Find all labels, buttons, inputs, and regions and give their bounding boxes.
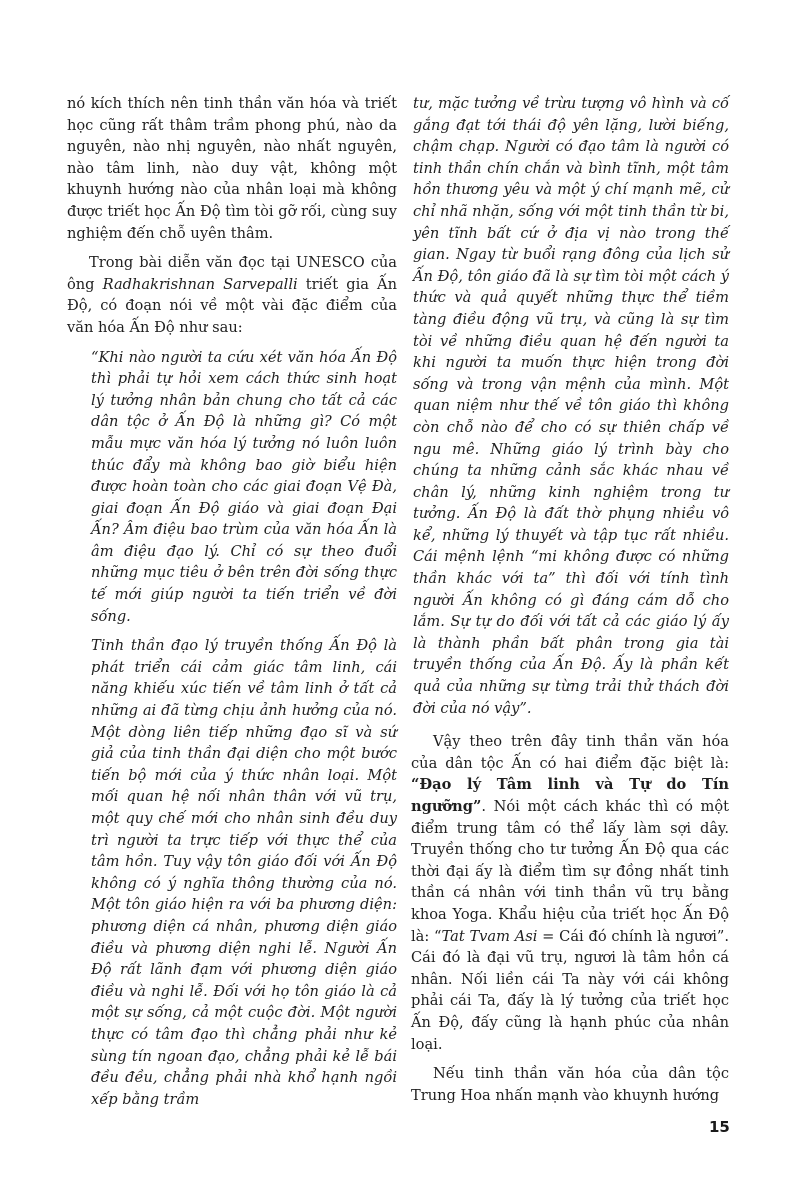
paragraph-text: triết gia Ấn Độ, có đoạn nói về một vài đặc điểm của văn hóa Ấn Độ như sau: xyxy=(67,275,397,336)
paragraph-continuation: nó kích thích nên tinh thần văn hóa và triết học cũng rất thâm trầm phong phú, nào da nguyên, nào nhị nguyên, nào nhất nguyên, nào tâm linh, nào duy vật, không một khuynh hướng nào của nhân loại mà không được triết học Ấn Độ tìm tòi gỡ rối, cùng suy nghiệm đến chỗ uyên thâm. xyxy=(67,95,397,242)
emphasis-phrase: “Đạo lý Tâm linh và Tự do Tín ngưỡng” xyxy=(411,776,729,815)
paragraph-text: Vậy theo trên đây tinh thần văn hóa của dân tộc Ấn có hai điểm đặc biệt là: xyxy=(411,733,729,772)
page-number: 15 xyxy=(709,1118,730,1136)
paragraph-unesco-speech xyxy=(67,252,397,338)
quote-paragraph-2-continued: tư, mặc tưởng về trừu tượng vô hình và cố gắng đạt tới thái độ yên lặng, lười biếng, chậm chạp. Người có đạo tâm là người có tinh thần chín chắn và bình tĩnh, một tâm hồn thương yêu và một ý chí mạnh mẽ, cử chỉ nhã nhặn, sống với một tinh thần từ bi, yên tĩnh bất cứ ở địa vị nào trong thế gian. Ngay từ buổi rạng đông của lịch sử Ấn Độ, tôn giáo đã là sự tìm tòi một cách ý thức và quả quyết những thực thể tiềm tàng điều động vũ trụ, và cũng là sự tìm tòi về những điều quan hệ đến người ta khi người ta muốn thực hiện trong đời sống và trong vận mệnh của mình. Một quan niệm như thế về tôn giáo thì không còn chỗ nào để cho có sự thiên chấp về ngu mê. Những giáo lý trình bày cho chúng ta những cảnh sắc khác nhau về chân lý, những kinh nghiệm trong tư tưởng. Ấn Độ là đất thờ phụng nhiều vô kể, những lý thuyết và tập tục rất nhiều. Cái mệnh lệnh “mi không được có những thần khác với ta” thì đối với tính tình người Ấn không có gì đáng cám dỗ cho lắm. Sự tự do đối với tất cả các giáo lý ấy là thành phần bất phân trong gia tài truyền thống của Ấn Độ. Ấy là phần kết quả của những sự từng trải thử thách đời đời của nó vậy”. xyxy=(413,95,729,717)
quote-paragraph-1: “Khi nào người ta cứu xét văn hóa Ấn Độ thì phải tự hỏi xem cách thức sinh hoạt lý tưởng nhân bản chung cho tất cả các dân tộc ở Ấn Độ là những gì? Có một mẫu mực văn hóa lý tưởng nó luôn luôn thúc đẩy mà không bao giờ biểu hiện được hoàn toàn cho các giai đoạn Vệ Đà, giai đoạn Ấn Độ giáo và giai đoạn Đại Ấn? Âm điệu bao trùm của văn hóa Ấn là âm điệu đạo lý. Chỉ có sự theo đuổi những mục tiêu ở bên trên đời sống thực tế mới giúp người ta tiến triển về đời sống. xyxy=(91,348,397,625)
paragraph-china: Nếu tinh thần văn hóa của dân tộc Trung Hoa nhấn mạnh vào khuynh hướng xyxy=(411,1065,729,1104)
right-column xyxy=(411,93,729,1106)
person-name: Radhakrishnan Sarvepalli xyxy=(102,275,298,293)
paragraph-text: Trong bài diễn văn đọc tại UNESCO của ông xyxy=(67,254,397,293)
sanskrit-phrase: Tat Tvam Asi xyxy=(441,927,538,945)
paragraph-text: = Cái đó chính là ngươi”. Cái đó là đại vũ trụ, ngươi là tâm hồn cá nhân. Nối liền cái Ta này với cái không phải cái Ta, đấy là lý tưởng của triết học Ấn Độ, đấy cũng là hạnh phúc của nhân loại. xyxy=(411,927,729,1053)
paragraph-summary xyxy=(411,731,729,1055)
quote-paragraph-2: Tinh thần đạo lý truyền thống Ấn Độ là phát triển cái cảm giác tâm linh, cái năng khiếu xúc tiến về tâm linh ở tất cả những ai đã từng chịu ảnh hưởng của nó. Một dòng liên tiếp những đạo sĩ và sứ giả của tinh thần đại diện cho một bước tiến bộ mới của ý thức nhân loại. Một mối quan hệ nối nhân thân với vũ trụ, một quy chế mới cho nhân sinh đều duy trì người ta trực tiếp với thực thể của tâm hồn. Tuy vậy tôn giáo đối với Ấn Độ không có ý nghĩa thông thường của nó. Một tôn giáo hiện ra với ba phương diện: phương diện cá nhân, phương diện giáo điều và phương diện nghi lễ. Người Ấn Độ rất lãnh đạm với phương diện giáo điều và nghi lễ. Đối với họ tôn giáo là cả một sự sống, cả một cuộc đời. Một người thực có tâm đạo thì chẳng phải như kẻ sùng tín ngoan đạo, chẳng phải kẻ lễ bái đều đều, chẳng phải nhà khổ hạnh ngồi xếp bằng trầm xyxy=(91,637,397,1108)
paragraph-text: . Nói một cách khác thì có một điểm trung tâm có thể lấy làm sợi dây. Truyền thống cho tư tưởng Ấn Độ qua các thời đại ấy là điểm tìm sự đồng nhất tinh thần cá nhân với tinh thần vũ trụ bằng khoa Yoga. Khẩu hiệu của triết học Ấn Độ là: “ xyxy=(411,798,729,945)
left-column xyxy=(67,93,397,1110)
